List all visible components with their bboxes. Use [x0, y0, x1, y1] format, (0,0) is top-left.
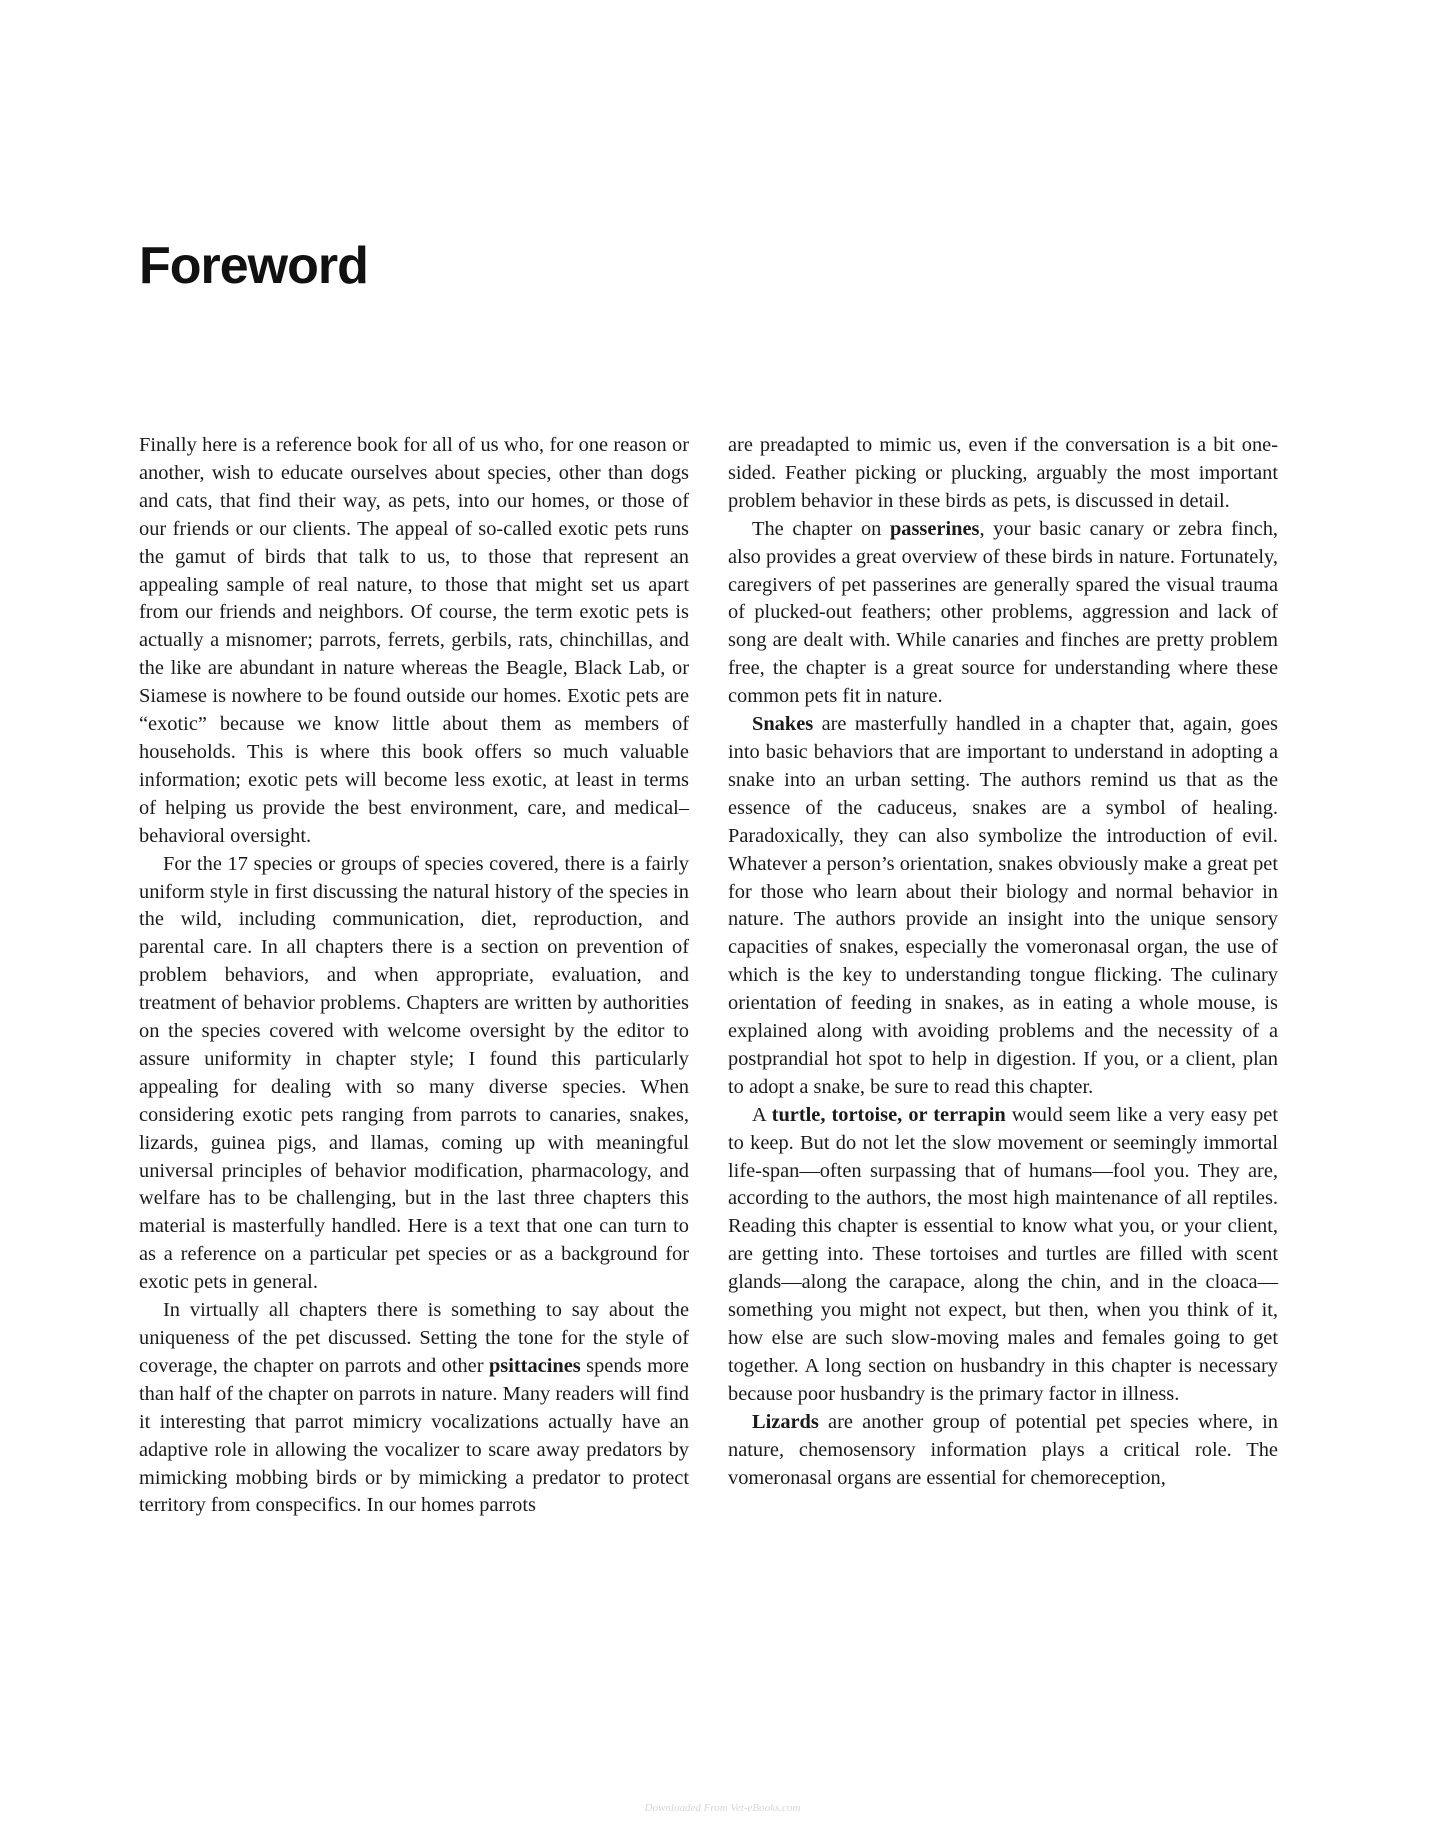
download-watermark: Downloaded From Vet-eBooks.com [644, 1802, 801, 1814]
paragraph-text: are masterfully handled in a chapter that, again, goes into basic behaviors that are important to understand in adopting a snake into an urban setting. The authors remind us that as the essence of the caduceus, snakes are a symbol of healing. Paradoxically, they can also symbolize the introduction of evil. Whatever a person’s orientation, snakes obviously make a great pet for those who learn about their biology and normal behavior in nature. The authors provide an insight into the unique sensory capacities of snakes, especially the vomeronasal organ, the use of which is the key to understanding tongue flicking. The culinary orientation of feeding in snakes, as in eating a whole mouse, is explained along with avoiding problems and the necessity of a postprandial hot spot to help in digestion. If you, or a client, plan to adopt a snake, be sure to read this chapter. [728, 713, 1278, 1098]
paragraph [728, 1409, 1278, 1493]
bold-term-turtle: turtle, tortoise, or terrapin [771, 1103, 1006, 1126]
page-title: Foreword [139, 237, 368, 295]
bold-term-snakes: Snakes [752, 713, 814, 736]
paragraph-text: In virtually all chapters there is something to say about the uniqueness of the pet discussed. Setting the tone for the style of coverage, the chapter on parrots and other [139, 1299, 689, 1377]
paragraph [728, 516, 1278, 711]
paragraph-text: spends more than half of the chapter on parrots in nature. Many readers will find it interesting that parrot mimicry vocalizations actually have an adaptive role in allowing the vocalizer to scare away predators by mimicking mobbing birds or by mimicking a predator to protect territory from conspecifics. In our homes parrots [139, 1354, 689, 1517]
paragraph: Finally here is a reference book for all of us who, for one reason or another, wish to educate ourselves about species, other than dogs and cats, that find their way, as pets, into our homes, or those of our friends or our clients. The appeal of so-called exotic pets runs the gamut of birds that talk to us, to those that represent an appealing sample of real nature, to those that might set us apart from our friends and neighbors. Of course, the term exotic pets is actually a misnomer; parrots, ferrets, gerbils, rats, chinchillas, and the like are abundant in nature whereas the Beagle, Black Lab, or Siamese is nowhere to be found outside our homes. Exotic pets are “exotic” because we know little about them as members of households. This is where this book offers so much valuable information; exotic pets will become less exotic, at least in terms of helping us provide the best environment, care, and medical–behavioral oversight. [139, 434, 689, 847]
bold-term-lizards: Lizards [752, 1410, 819, 1433]
paragraph-text: , your basic canary or zebra finch, also provides a great overview of these birds in nature. Fortunately, caregivers of pet passerines are generally spared the visual trauma of plucked-out feathers; other problems, aggression and lack of song are dealt with. While canaries and finches are pretty problem free, the chapter is a great source for understanding where these common pets fit in nature. [728, 517, 1278, 708]
left-text-column [139, 432, 689, 1520]
paragraph-text: would seem like a very easy pet to keep. But do not let the slow movement or seemingly immortal life-span—often surpassing that of humans—fool you. They are, according to the authors, the most high maintenance of all reptiles. Reading this chapter is essential to know what you, or your client, are getting into. These tortoises and turtles are filled with scent glands—along the carapace, along the chin, and in the cloaca—something you might not expect, but then, when you think of it, how else are such slow-moving males and females going to get together. A long section on husbandry in this chapter is necessary because poor husbandry is the primary factor in illness. [728, 1103, 1278, 1405]
paragraph-text: A [752, 1103, 772, 1126]
bold-term-psittacines: psittacines [488, 1354, 581, 1377]
bold-term-passerines: passerines [889, 517, 980, 540]
paragraph [728, 1102, 1278, 1409]
paragraph-text: The chapter on [752, 517, 890, 540]
paragraph [139, 1297, 689, 1520]
paragraph: are preadapted to mimic us, even if the conversation is a bit one-sided. Feather picking or plucking, arguably the most important problem behavior in these birds as pets, is discussed in detail. [728, 434, 1278, 512]
paragraph: For the 17 species or groups of species covered, there is a fairly uniform style in first discussing the natural history of the species in the wild, including communication, diet, reproduction, and parental care. In all chapters there is a section on prevention of problem behaviors, and when appropriate, evaluation, and treatment of behavior problems. Chapters are written by authorities on the species covered with welcome oversight by the editor to assure uniformity in chapter style; I found this particularly appealing for dealing with so many diverse species. When considering exotic pets ranging from parrots to canaries, snakes, lizards, guinea pigs, and llamas, coming up with meaningful universal principles of behavior modification, pharmacology, and welfare has to be challenging, but in the last three chapters this material is masterfully handled. Here is a text that one can turn to as a reference on a particular pet species or as a background for exotic pets in general. [139, 852, 689, 1294]
paragraph-text: are another group of potential pet species where, in nature, chemosensory information plays a critical role. The vomeronasal organs are essential for chemoreception, [728, 1410, 1278, 1489]
paragraph [728, 711, 1278, 1102]
right-text-column [728, 432, 1278, 1492]
